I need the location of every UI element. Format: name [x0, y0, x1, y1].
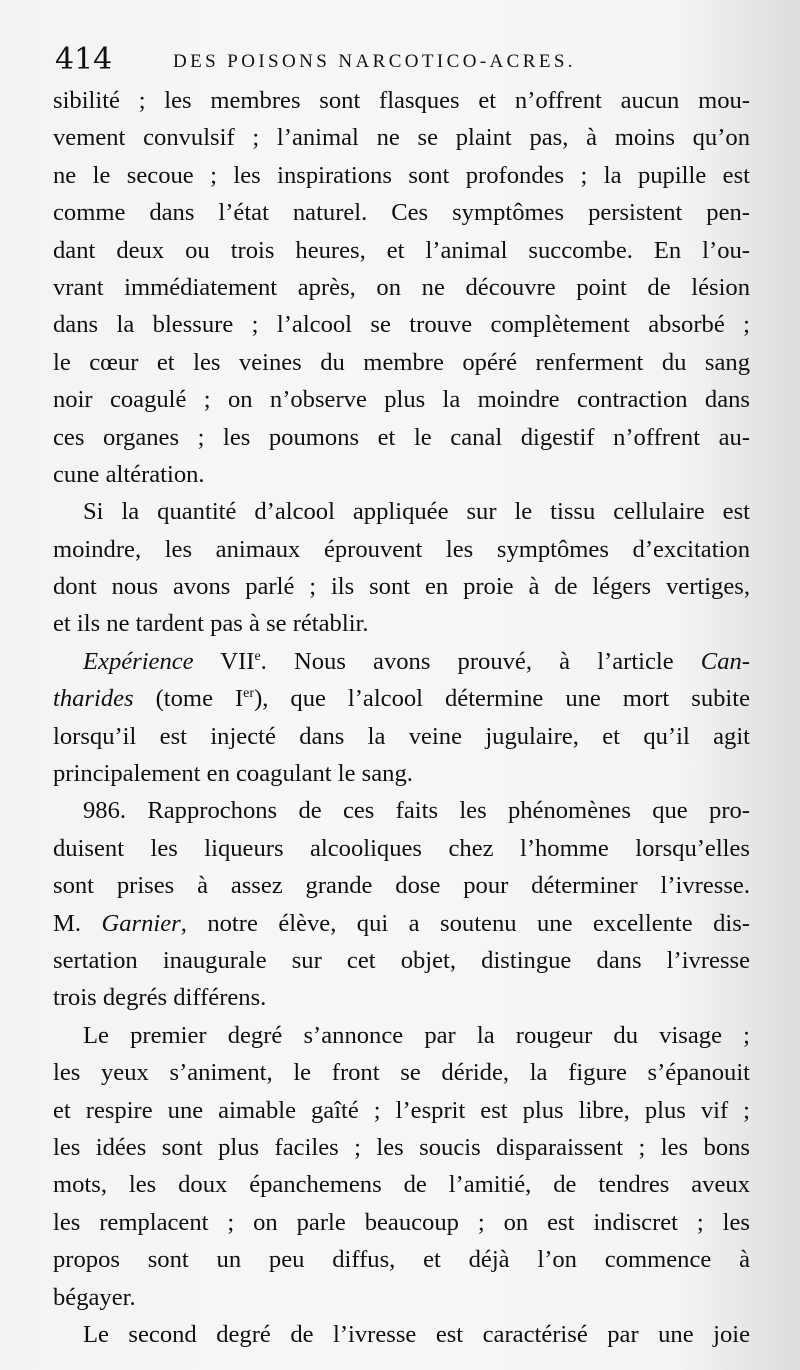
text-line: le cœur et les veines du membre opéré renferment du sang: [53, 348, 750, 376]
running-title: DES POISONS NARCOTICO-ACRES.: [173, 51, 576, 72]
italic-text: Expérience: [83, 647, 194, 675]
text-line: principalement en coagulant le sang.: [53, 760, 413, 788]
text-line: Le second degré de l’ivresse est caractérisé par une joie: [83, 1320, 750, 1348]
text-line: les yeux s’animent, le front se déride, la figure s’épanouit: [53, 1059, 750, 1087]
text-line: sont prises à assez grande dose pour déterminer l’ivresse.: [53, 872, 750, 900]
text-span: VII: [193, 647, 255, 675]
text-line: dans la blessure ; l’alcool se trouve complètement absorbé ;: [53, 311, 750, 339]
text-line: bégayer.: [53, 1283, 136, 1311]
superscript-text: er: [243, 686, 255, 702]
text-line: Le premier degré s’annonce par la rougeur du visage ;: [83, 1021, 750, 1049]
text-line: comme dans l’état naturel. Ces symptômes persistent pen-: [53, 199, 750, 227]
text-line: moindre, les animaux éprouvent les symptômes d’excitation: [53, 535, 750, 563]
text-line: sertation inaugurale sur cet objet, distingue dans l’ivresse: [53, 946, 750, 974]
text-line: cune altération.: [53, 460, 205, 488]
text-line: [53, 905, 750, 942]
text-line: et ils ne tardent pas à se rétablir.: [53, 610, 369, 638]
italic-text: tharides: [53, 685, 134, 713]
text-line: Si la quantité d’alcool appliquée sur le tissu cellulaire est: [83, 498, 750, 526]
text-line: [53, 643, 750, 680]
text-span: ), que l’alcool détermine une mort subite: [254, 685, 750, 713]
body-text: [53, 82, 750, 1353]
superscript-text: e: [254, 648, 261, 664]
text-line: vrant immédiatement après, on ne découvre point de lésion: [53, 273, 750, 301]
text-span: . Nous avons prouvé, à l’article: [260, 647, 701, 675]
text-line: vement convulsif ; l’animal ne se plaint pas, à moins qu’on: [53, 124, 750, 152]
text-line: sibilité ; les membres sont flasques et n’offrent aucun mou-: [53, 87, 750, 114]
text-line: ces organes ; les poumons et le canal digestif n’offrent au-: [53, 423, 750, 451]
italic-text: Can-: [700, 647, 750, 675]
text-line: les idées sont plus faciles ; les soucis disparaissent ; les bons: [53, 1133, 750, 1161]
text-line: les remplacent ; on parle beaucoup ; on est indiscret ; les: [53, 1208, 750, 1236]
text-line: lorsqu’il est injecté dans la veine jugulaire, et qu’il agit: [53, 722, 750, 750]
text-span: (tome I: [133, 685, 244, 713]
text-span: M.: [53, 909, 102, 937]
text-line: trois degrés différens.: [53, 984, 267, 1012]
page-header: [55, 42, 755, 86]
text-line: duisent les liqueurs alcooliques chez l’homme lorsqu’elles: [53, 834, 750, 862]
text-line: noir coagulé ; on n’observe plus la moindre contraction dans: [53, 386, 750, 414]
text-line: ne le secoue ; les inspirations sont profondes ; la pupille est: [53, 161, 750, 189]
text-line: [53, 680, 750, 717]
page-number: 414: [55, 42, 113, 77]
italic-text: Garnier: [101, 909, 181, 937]
text-line: dont nous avons parlé ; ils sont en proie à de légers vertiges,: [53, 573, 750, 601]
text-line: et respire une aimable gaîté ; l’esprit est plus libre, plus vif ;: [53, 1096, 750, 1124]
text-line: 986. Rapprochons de ces faits les phénomènes que pro-: [83, 797, 750, 825]
text-span: , notre élève, qui a soutenu une excellente dis-: [180, 909, 750, 937]
text-line: propos sont un peu diffus, et déjà l’on commence à: [53, 1246, 750, 1274]
text-line: dant deux ou trois heures, et l’animal succombe. En l’ou-: [53, 236, 750, 264]
text-line: mots, les doux épanchemens de l’amitié, de tendres aveux: [53, 1171, 750, 1199]
